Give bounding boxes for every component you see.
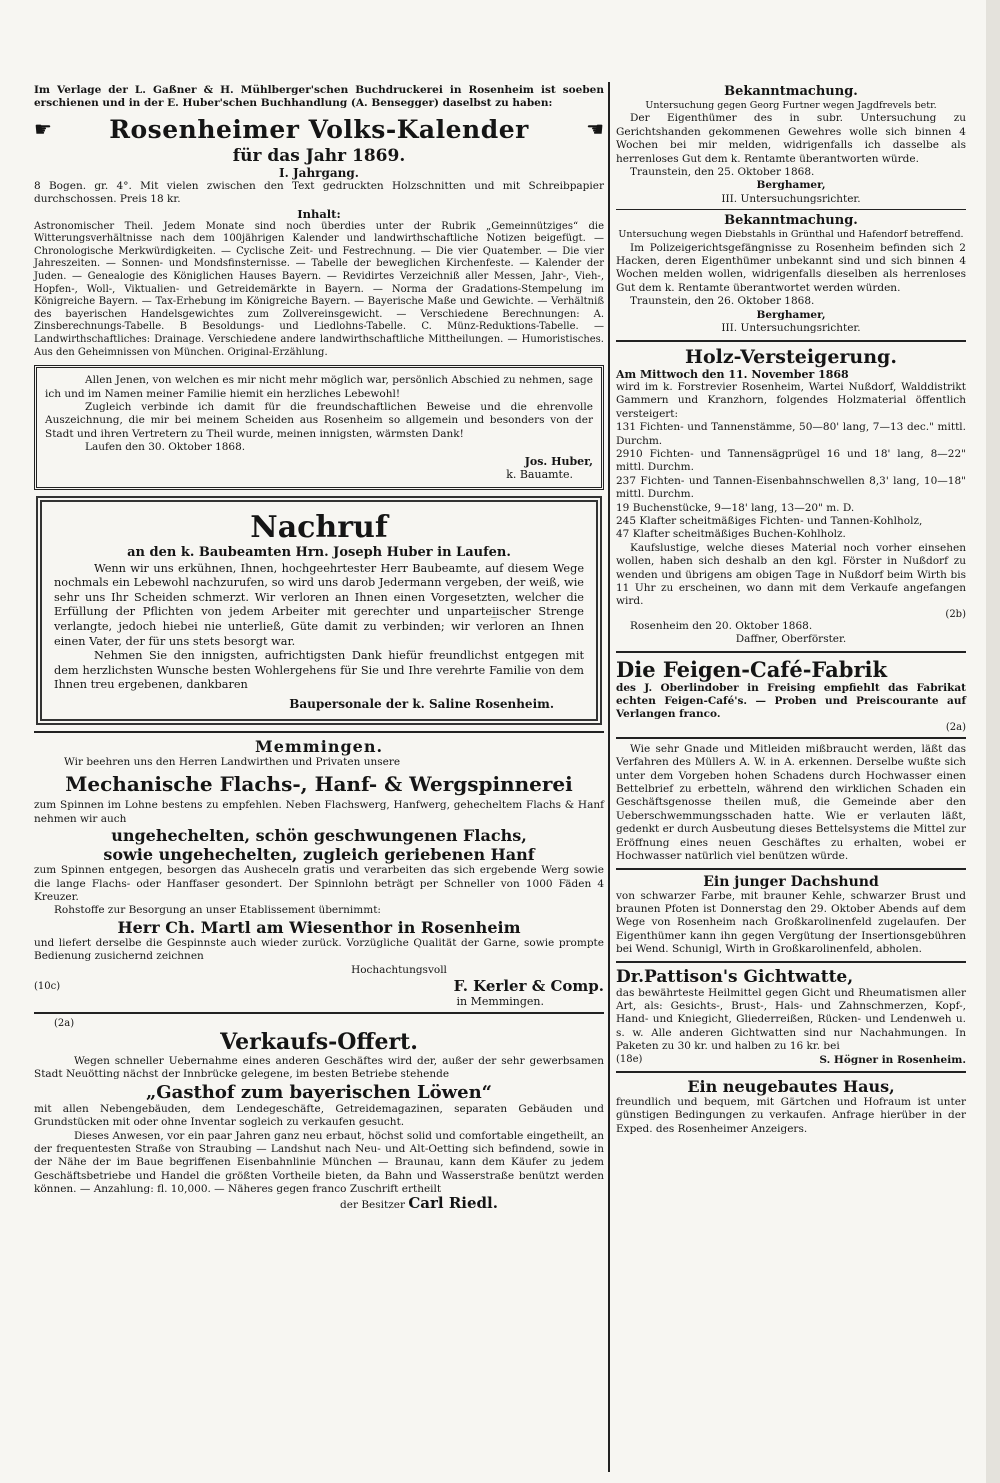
- dachs-body: von schwarzer Farbe, mit brauner Kehle, schwarzer Brust und braunen Pfoten ist Donnerstag den 29. Oktober Abends auf dem Wege von Rosenheim nach Großkarolinenfeld zugelaufen. Der Eigenthümer kann ihn gegen Vergütung der Insertionsgebühren bei Wend. Schunigl, Wirth in Großkarolinenfeld, abholen.: [616, 889, 966, 956]
- gasthof-name: „Gasthof zum bayerischen Löwen“: [145, 1081, 493, 1103]
- notice-gnade: [616, 743, 966, 864]
- bek1-date: Traunstein, den 25. Oktober 1868.: [630, 166, 815, 179]
- holz-item-3: 237 Fichten- und Tannen-Eisenbahnschwellen 8,3' lang, 10—18" mittl. Durchm.: [616, 474, 966, 501]
- bek1-name: Berghamer,: [756, 179, 826, 192]
- pattison-seller: S. Högner in Rosenheim.: [819, 1053, 966, 1066]
- verkauf-p1: Wegen schneller Uebernahme eines anderen Geschäftes wird der, außer der sehr gewerbsamen Stadt Neuötting nächst der Innbrücke gelegene, im besten Betriebe stehende: [34, 1055, 604, 1081]
- feigen-title: Die Feigen-Café-Fabrik: [616, 656, 888, 682]
- abschied-name: Jos. Huber,: [524, 454, 593, 468]
- memmingen-line2: sowie ungehechelten, zugleich geriebenen Hanf: [103, 845, 535, 865]
- inhalt-text: Astronomischer Theil. Jedem Monate sind noch überdies unter der Rubrik „Gemeinnütziges“ die Witterungsverhältnisse nach dem 100jährigen Kalender und landwirthschaftliche Notizen beigefügt. — Chronologische Merkwürdigkeiten. — Cyclische Zeit- und Festrechnung. — Die vier Quatember. — Die vier Jahreszeiten. — Sonnen- und Mondsfinsternisse. — Tabelle der beweglichen Kirchenfeste. — Kalender der Juden. — Genealogie des Königlichen Hauses Bayern. — Revidirtes Verzeichniß aller Messen, Jahr-, Vieh-, Hopfen-, Woll-, Viktualien- und Getreidemärkte in Bayern. — Norma der Gradations-Stempelung im Königreiche Bayern. — Tax-Erhebung im Königreiche Bayern. — Bayerische Maße und Gewichte. — Verhältniß des bayerischen Handelsgewichtes zum Zollvereinsgewicht. — Verschiedene Berechnungen: A. Zinsberechnungs-Tabelle. B Besoldungs- und Liedlohns-Tabelle. C. Münz-Reduktions-Tabelle. — Landwirthschaftliches: Drainage. Verschiedene andere landwirthschaftliche Mittheilungen. — Humoristisches. Aus den Geheimnissen von München. Original-Erzählung.: [34, 220, 604, 358]
- holz-title: Holz-Versteigerung.: [685, 345, 897, 368]
- bek2-name: Berghamer,: [756, 308, 826, 321]
- memmingen-tag: (10c): [34, 980, 61, 992]
- spinnerei-title: Mechanische Flachs-, Hanf- & Wergspinnerei: [65, 772, 573, 797]
- ad-verkaufs-offert: [34, 1018, 604, 1212]
- haus-title: Ein neugebautes Haus,: [687, 1076, 895, 1096]
- verkauf-title: Verkaufs-Offert.: [220, 1029, 418, 1055]
- holz-signature: Daffner, Oberförster.: [735, 633, 847, 646]
- notice-bekanntmachung-2: [616, 213, 966, 335]
- memmingen-line1: ungehechelten, schön geschwungenen Flachs,: [111, 826, 527, 846]
- inhalt-heading: Inhalt:: [297, 206, 341, 221]
- ad-abschied: [34, 365, 604, 489]
- nachruf-p2: Nehmen Sie den innigsten, aufrichtigsten Dank hiefür freundlichst entgegen mit dem herzlichsten Wunsche besten Wohlergehens für Sie und Ihre verehrte Familie von dem Ihnen treu ergebenen, dankbaren: [54, 649, 584, 692]
- verkauf-p2: mit allen Nebengebäuden, dem Lendegeschäfte, Getreidemagazinen, separaten Gebäuden und Grundstücken mit oder ohne Inventar sogleich zu verkaufen gesucht.: [34, 1102, 604, 1129]
- ad-feigen-cafe: [616, 657, 966, 733]
- bek1-role: III. Untersuchungsrichter.: [721, 192, 861, 205]
- feigen-tag: (2a): [945, 721, 966, 733]
- pointing-hand-right-icon: ☛: [34, 117, 52, 142]
- pointing-hand-left-icon: ☚: [586, 117, 604, 142]
- abschied-p1: Allen Jenen, von welchen es mir nicht mehr möglich war, persönlich Abschied zu nehmen, sage ich und im Namen meiner Familie hiemit ein herzliches Lebewohl!: [45, 374, 593, 400]
- divider: [34, 1012, 604, 1014]
- verkauf-signature: Carl Riedl.: [408, 1193, 498, 1212]
- bek2-body: Im Polizeigerichtsgefängnisse zu Rosenheim befinden sich 2 Hacken, deren Eigenthümer unbekannt sind und sich binnen 4 Wochen melden wollen, widrigenfalls dieselben als herrenloses Gut dem k. Rentamte überantwortet werden würden.: [616, 241, 966, 294]
- holz-place: Rosenheim den 20. Oktober 1868.: [630, 619, 813, 632]
- publisher-intro: Im Verlage der L. Gaßner & H. Mühlberger'schen Buchdruckerei in Rosenheim ist soeben erschienen und in der E. Huber'schen Buchhandlung (A. Bensegger) daselbst zu haben:: [34, 84, 604, 110]
- dachs-title: Ein junger Dachshund: [703, 873, 879, 890]
- column-divider: [608, 82, 610, 1472]
- bek1-subtitle: Untersuchung gegen Georg Furtner wegen Jagdfrevels betr.: [645, 100, 937, 111]
- pattison-title: Dr.Pattison's Gichtwatte,: [616, 966, 854, 987]
- holz-item-5: 245 Klafter scheitmäßiges Fichten- und Tannen-Kohlholz,: [616, 514, 923, 527]
- page-edge: [986, 0, 1000, 1483]
- divider: [616, 1071, 966, 1073]
- holz-tag: (2b): [945, 608, 966, 620]
- haus-body: freundlich und bequem, mit Gärtchen und Hofraum ist unter günstigen Bedingungen zu verkaufen. Anfrage hierüber in der Exped. des Rosenheimer Anzeigers.: [616, 1095, 966, 1135]
- pattison-tag: (18e): [616, 1053, 643, 1065]
- pattison-body: das bewährteste Heilmittel gegen Gicht und Rheumatismen aller Art, als: Gesichts-, Brust-, Hals- und Zahnschmerzen, Kopf-, Hand- und Kniegicht, Gliederreißen, Rücken- und Lendenweh u. s. w. Alle anderen Gichtwatten sind nur Nachahmungen. In Paketen zu 30 kr. und halben zu 16 kr. bei: [616, 986, 966, 1053]
- memmingen-town: in Memmingen.: [456, 995, 544, 1008]
- memmingen-heading: Memmingen.: [254, 736, 384, 756]
- nachruf-signature: Baupersonale der k. Saline Rosenheim.: [289, 696, 554, 711]
- verkauf-sig-prefix: der Besitzer: [340, 1198, 405, 1211]
- divider: [616, 651, 966, 653]
- ad-haus: [616, 1077, 966, 1136]
- ad-memmingen: [34, 737, 604, 1008]
- memmingen-p4: und liefert derselbe die Gespinnste auch wieder zurück. Vorzügliche Qualität der Garne, sowie prompte Bedienung zusichernd zeichnen: [34, 936, 604, 963]
- ad-gichtwatte: [616, 967, 966, 1067]
- memmingen-p1: zum Spinnen im Lohne bestens zu empfehlen. Neben Flachswerg, Hanfwerg, gehecheltem Flachs & Hanf nehmen wir auch: [34, 799, 604, 825]
- bek2-title: Bekanntmachung.: [724, 213, 858, 229]
- verkauf-p3: Dieses Anwesen, vor ein paar Jahren ganz neu erbaut, höchst solid und comfortable eingetheilt, an der frequentesten Straße von Straubing — Landshut nach Neu- und Alt-Oetting sich befindend, sowie in der Nähe der im Baue begriffenen Eisenbahnlinie München — Braunau, kann dem Käufer zu jedem Geschäftsbetriebe und Handel die größten Vortheile bieten, da Bahn und Wasserstraße benützt werden können. — Anzahlung: fl. 10,000. — Näheres gegen franco Zuschrift ertheilt: [34, 1129, 604, 1196]
- abschied-p2: Zugleich verbinde ich damit für die freundschaftlichen Beweise und die ehrenvolle Auszeichnung, die mir bei meinem Scheiden aus Rosenheim so allgemein und besonders von der Stadt und ihren Vertretern zu Theil wurde, meinen innigsten, wärmsten Dank!: [45, 400, 593, 440]
- divider: [616, 209, 966, 210]
- nachruf-p1: Wenn wir uns erkühnen, Ihnen, hochgeehrtester Herr Baubeamte, auf diesem Wege nochmals ein Lebewohl nachzurufen, so wird uns darob Jedermann vergeben, der weiß, wie sehr uns Ihr Scheiden schmerzt. Wir verloren an Ihnen einen Vorgesetzten, welcher die Erfüllung der Pflichten von jedem Arbeiter mit gerechter und unpartei̲ischer Strenge verlangte, jedoch hiebei nie unterließ, Güte damit zu verbinden; wir verloren an Ihnen einen Vater, der für uns stets besorgt war.: [54, 561, 584, 648]
- holz-item-4: 19 Buchenstücke, 9—18' lang, 13—20" m. D.: [616, 501, 855, 514]
- abschied-date: Laufen den 30. Oktober 1868.: [85, 441, 246, 454]
- kalender-desc: 8 Bogen. gr. 4°. Mit vielen zwischen den Text gedruckten Holzschnitten und mit Schreibpapier durchschossen. Preis 18 kr.: [34, 179, 604, 206]
- kalender-jahrgang: I. Jahrgang.: [279, 165, 359, 180]
- memmingen-intro: Wir beehren uns den Herren Landwirthen und Privaten unsere: [64, 755, 401, 768]
- holz-item-6: 47 Klafter scheitmäßiges Buchen-Kohlholz.: [616, 528, 846, 541]
- divider: [616, 340, 966, 342]
- holz-date: Am Mittwoch den 11. November 1868: [616, 367, 849, 381]
- bek1-body: Der Eigenthümer des in subr. Untersuchung zu Gerichtshanden gekommenen Gewehres wolle sich binnen 4 Wochen bei mir melden, widrigenfalls ich dasselbe als herrenloses Gut dem k. Rentamte überantworten würde.: [616, 112, 966, 165]
- feigen-body: des J. Oberlindober in Freising empfiehlt das Fabrikat echten Feigen-Café's. — Proben und Preiscourante auf Verlangen franco.: [616, 681, 966, 721]
- left-column: [34, 84, 604, 1212]
- memmingen-firm: F. Kerler & Comp.: [453, 977, 604, 995]
- bek2-subtitle: Untersuchung wegen Diebstahls in Grünthal und Hafendorf betreffend.: [618, 229, 964, 241]
- divider: [616, 737, 966, 739]
- memmingen-p2: zum Spinnen entgegen, besorgen das Ausheceln gratis und verarbeiten das sich ergebende Werg sowie die lange Flachs- oder Hanffaser gesondert. Der Spinnlohn beträgt per Schneller von 1000 Fäden 4 Kreuzer.: [34, 864, 604, 903]
- memmingen-agent: Herr Ch. Martl am Wiesenthor in Rosenheim: [117, 917, 521, 937]
- ad-volkskalender: [34, 84, 604, 359]
- bek1-title: Bekanntmachung.: [724, 84, 858, 99]
- memmingen-p3: Rohstoffe zur Besorgung an unser Etablissement übernimmt:: [54, 904, 381, 917]
- notice-bekanntmachung-1: [616, 84, 966, 206]
- divider: [616, 868, 966, 870]
- holz-item-2: 2910 Fichten- und Tannensägprügel 16 und 18' lang, 8—22" mittl. Durchm.: [616, 447, 966, 474]
- holz-body: Kaufslustige, welche dieses Material noch vorher einsehen wollen, haben sich deshalb an den kgl. Förster in Nußdorf zu wenden und übrigens am obigen Tage in Nußdorf beim Wirth bis 11 Uhr zu erscheinen, wo dann mit dem Verkaufe angefangen wird.: [616, 541, 966, 608]
- gnade-body: Wie sehr Gnade und Mitleiden mißbraucht werden, läßt das Verfahren des Müllers A. W. in A. erkennen. Derselbe wußte sich unter dem Vorgeben hohen Schadens durch Hochwasser einen Bettelbrief zu erbetteln, während den wirklichen Schaden ein Geschäftsgenosse theilen muß, die Gemeinde aber den Ueberschwemmungsschaden hatte. Wie er verlauten läßt, gedenkt er durch Ausbeutung dieses Bettelsystems die Mittel zur Eröffnung eines neuen Geschäftes zu erhalten, wobei er Hochwasser natürlich viel benützen würde.: [616, 742, 966, 863]
- nachruf-subtitle: an den k. Baubeamten Hrn. Joseph Huber in Laufen.: [127, 544, 511, 560]
- right-column: [616, 84, 966, 1136]
- verkauf-tag: (2a): [54, 1018, 75, 1029]
- holz-intro: wird im k. Forstrevier Rosenheim, Wartei Nußdorf, Walddistrikt Gammern und Kranzhorn, folgendes Holzmaterial öffentlich versteigert:: [616, 380, 966, 420]
- kalender-title: Rosenheimer Volks-Kalender: [109, 114, 529, 144]
- abschied-role: k. Bauamte.: [506, 467, 573, 481]
- holz-item-1: 131 Fichten- und Tannenstämme, 50—80' lang, 7—13 dec." mittl. Durchm.: [616, 421, 966, 447]
- ad-nachruf: [36, 496, 602, 725]
- nachruf-title: Nachruf: [250, 509, 388, 545]
- kalender-year: für das Jahr 1869.: [232, 145, 406, 166]
- ad-holz-versteigerung: [616, 346, 966, 647]
- bek2-date: Traunstein, den 26. Oktober 1868.: [630, 295, 815, 308]
- memmingen-hochachtung: Hochachtungsvoll: [351, 963, 447, 976]
- bek2-role: III. Untersuchungsrichter.: [721, 322, 861, 335]
- divider: [34, 731, 604, 733]
- ad-dachshund: [616, 874, 966, 957]
- divider: [616, 961, 966, 963]
